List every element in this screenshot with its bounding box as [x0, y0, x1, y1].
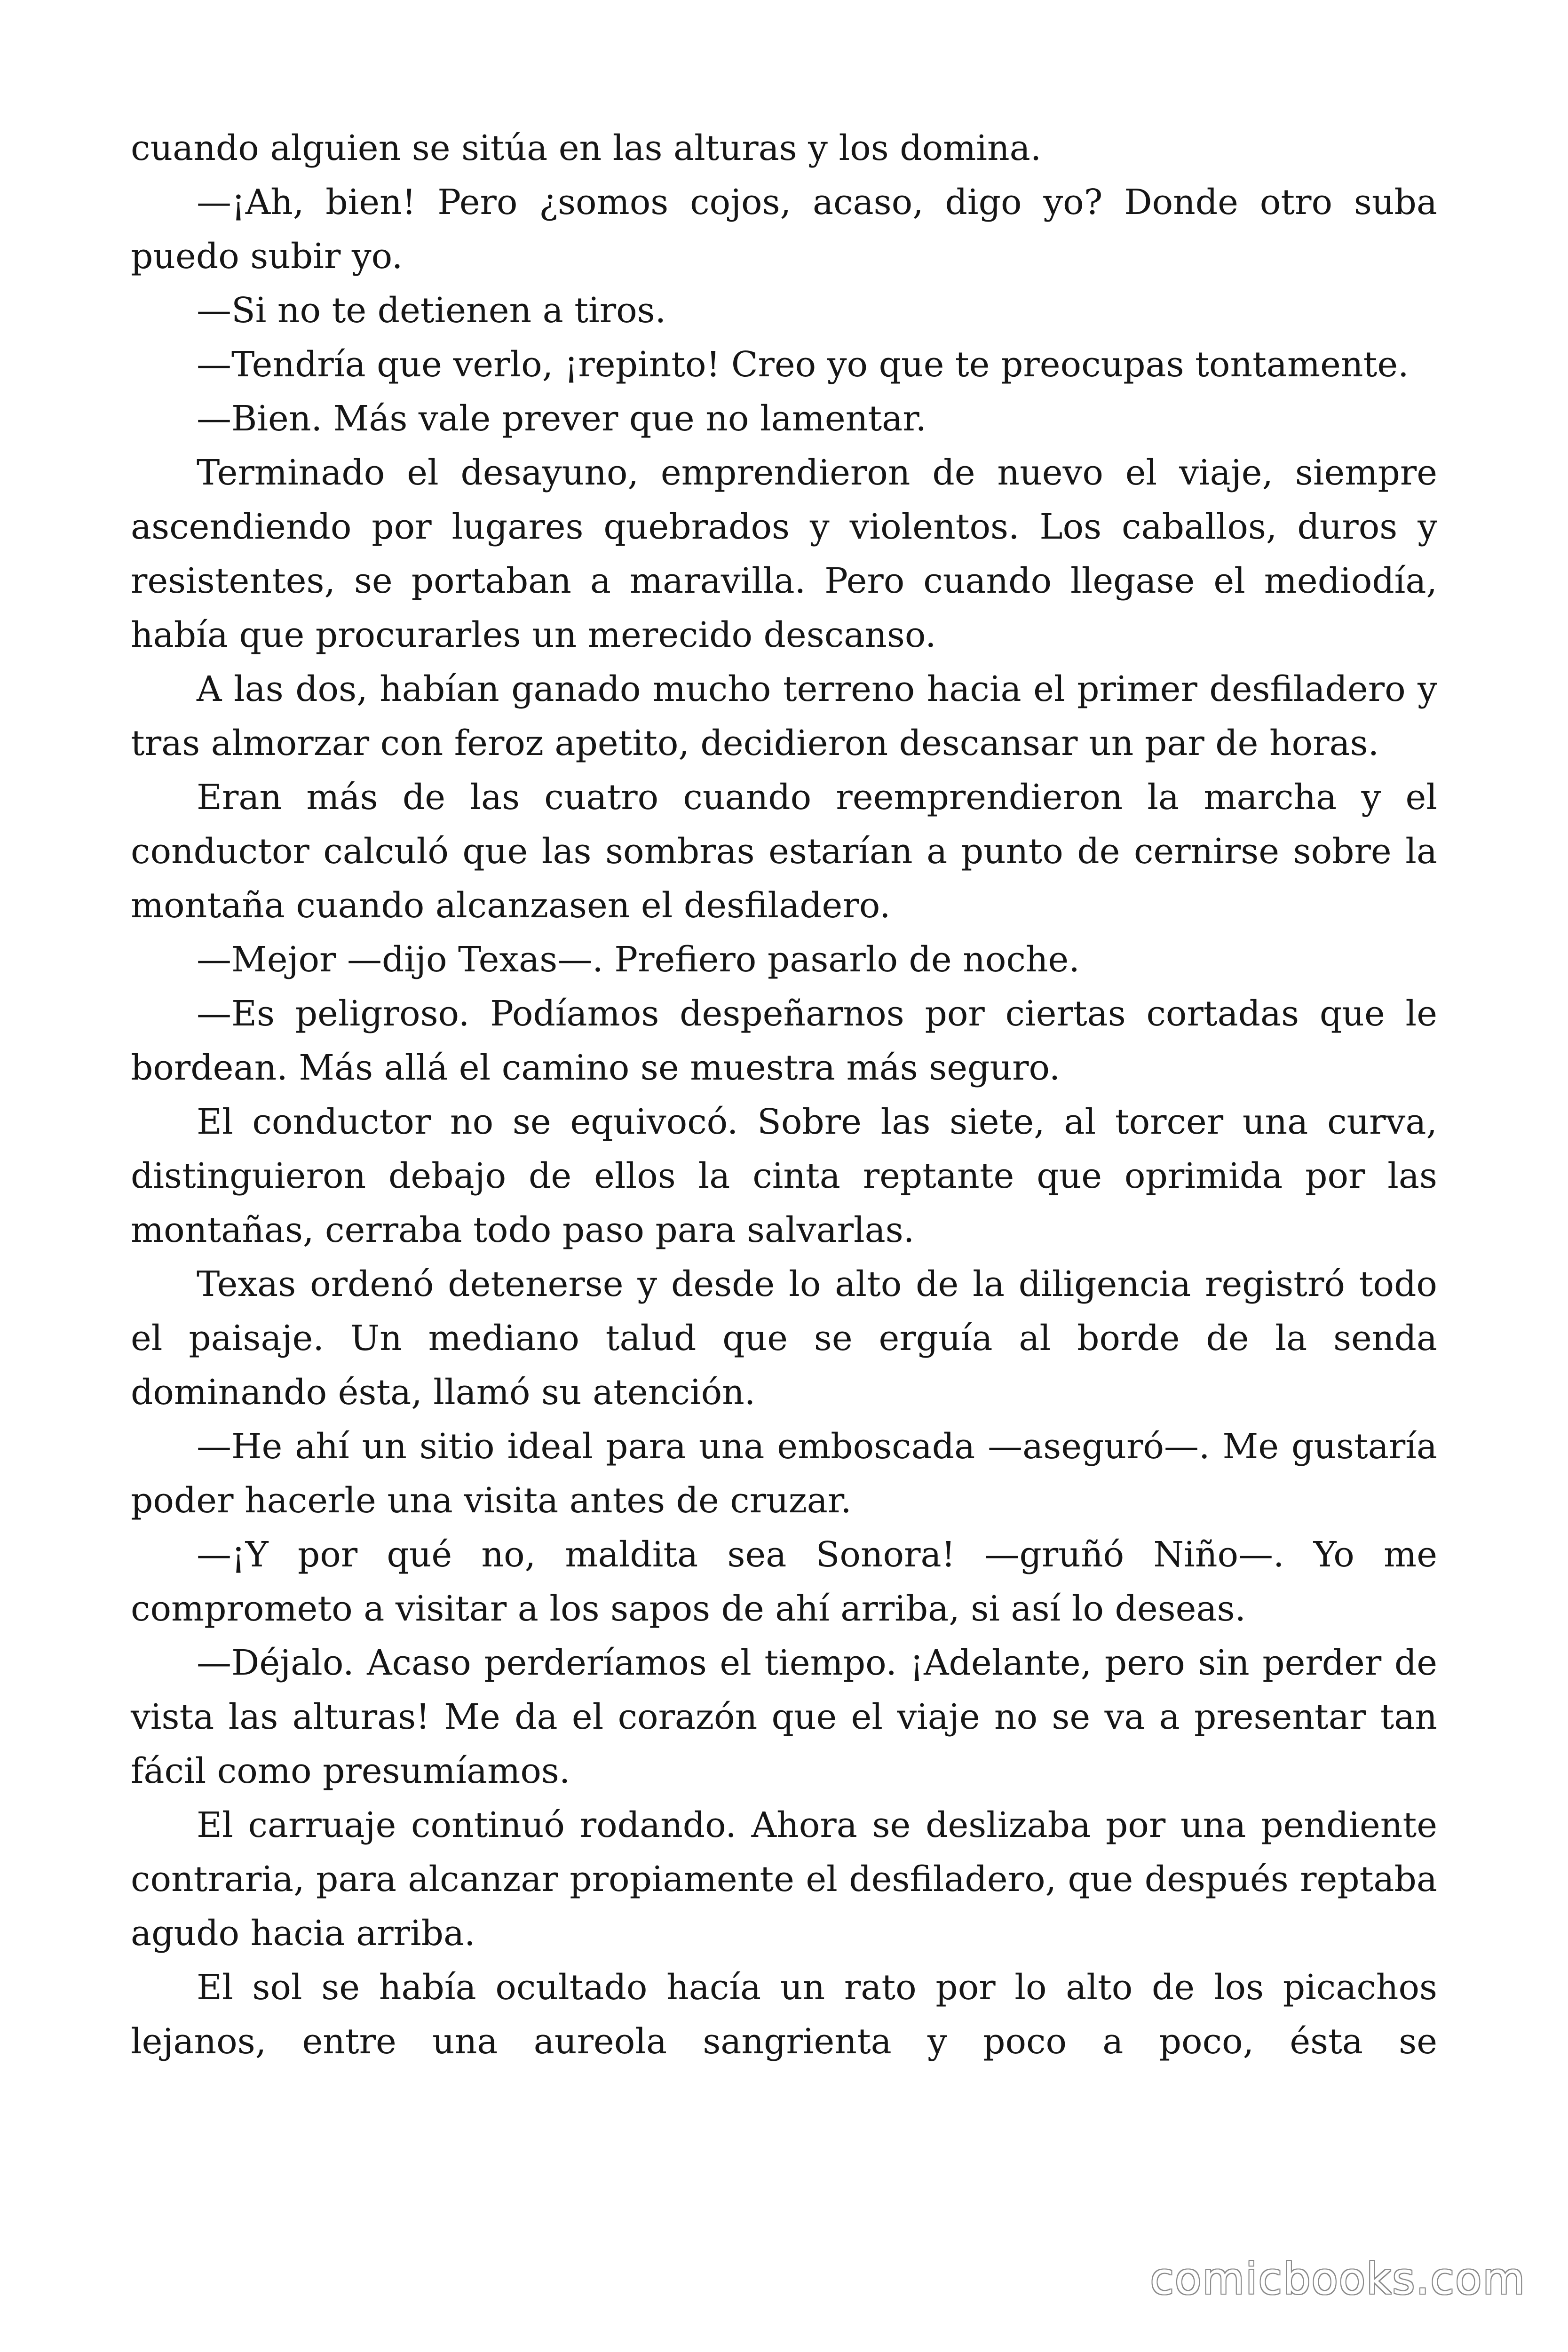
paragraph: —¡Ah, bien! Pero ¿somos cojos, acaso, digo yo? Donde otro suba puedo subir yo.: [131, 182, 1437, 277]
paragraph: El carruaje continuó rodando. Ahora se deslizaba por una pendiente contraria, para alcanzar propiamente el desfiladero, que después reptaba agudo hacia arriba.: [131, 1805, 1437, 1954]
page-text: [131, 121, 1437, 2069]
paragraph: —Si no te detienen a tiros.: [197, 290, 666, 331]
paragraph: cuando alguien se sitúa en las alturas y los domina.: [131, 128, 1042, 168]
paragraph: —Déjalo. Acaso perderíamos el tiempo. ¡Adelante, pero sin perder de vista las alturas! Me da el corazón que el viaje no se va a presentar tan fácil como presumíamos.: [131, 1643, 1437, 1791]
paragraph: —Mejor —dijo Texas—. Prefiero pasarlo de noche.: [197, 939, 1080, 980]
paragraph: Texas ordenó detenerse y desde lo alto de la diligencia registró todo el paisaje. Un mediano talud que se erguía al borde de la senda dominando ésta, llamó su atención.: [131, 1264, 1437, 1413]
paragraph: —He ahí un sitio ideal para una emboscada —aseguró—. Me gustaría poder hacerle una visita antes de cruzar.: [131, 1426, 1437, 1521]
paragraph: El sol se había ocultado hacía un rato por lo alto de los picachos lejanos, entre una aureola sangrienta y poco a poco, ésta se: [131, 1967, 1437, 2062]
watermark: comicbooks.com: [1150, 2254, 1526, 2304]
paragraph: Terminado el desayuno, emprendieron de nuevo el viaje, siempre ascendiendo por lugares quebrados y violentos. Los caballos, duros y resistentes, se portaban a maravilla. Pero cuando llegase el mediodía, había que procurarles un merecido descanso.: [131, 453, 1437, 655]
paragraph: A las dos, habían ganado mucho terreno hacia el primer desfiladero y tras almorzar con feroz apetito, decidieron descansar un par de horas.: [131, 669, 1437, 763]
paragraph: —Es peligroso. Podíamos despeñarnos por ciertas cortadas que le bordean. Más allá el camino se muestra más seguro.: [131, 993, 1437, 1088]
paragraph: —¡Y por qué no, maldita sea Sonora! —gruñó Niño—. Yo me comprometo a visitar a los sapos de ahí arriba, si así lo deseas.: [131, 1534, 1437, 1629]
paragraph: —Tendría que verlo, ¡repinto! Creo yo que te preocupas tontamente.: [197, 344, 1409, 385]
paragraph: Eran más de las cuatro cuando reemprendieron la marcha y el conductor calculó que las sombras estarían a punto de cernirse sobre la montaña cuando alcanzasen el desfiladero.: [131, 777, 1437, 926]
paragraph: El conductor no se equivocó. Sobre las siete, al torcer una curva, distinguieron debajo de ellos la cinta reptante que oprimida por las montañas, cerraba todo paso para salvarlas.: [131, 1102, 1437, 1250]
paragraph: —Bien. Más vale prever que no lamentar.: [197, 398, 927, 439]
